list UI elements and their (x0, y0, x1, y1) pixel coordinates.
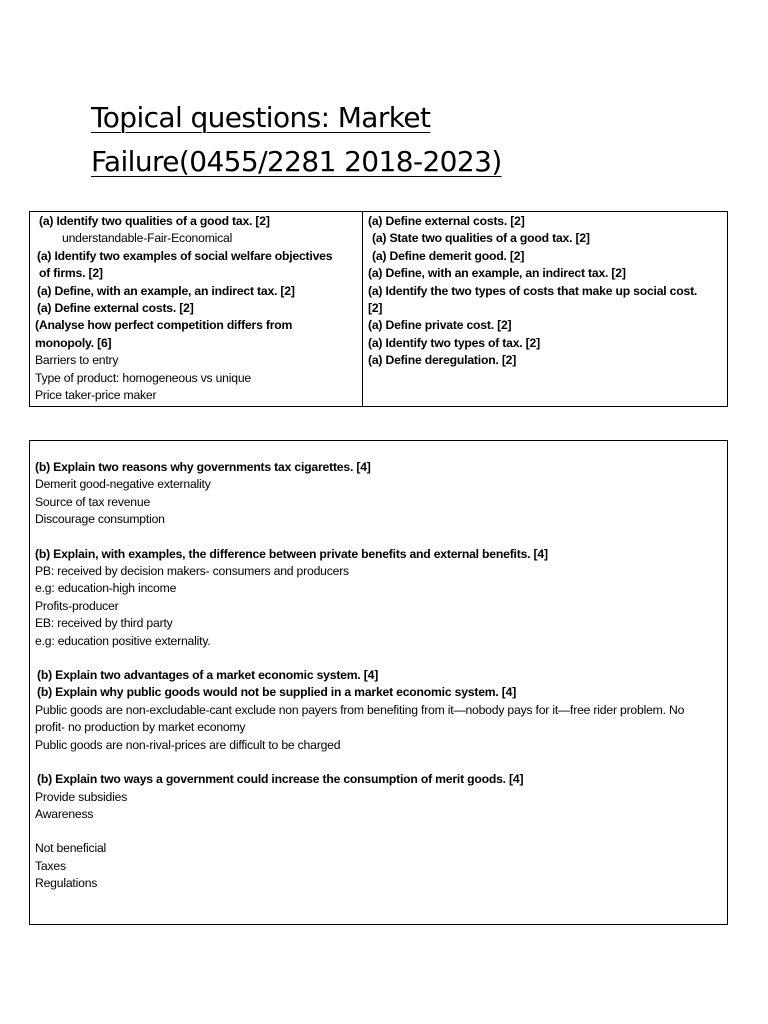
left-line-7: (Analyse how perfect competition differs from (35, 318, 293, 333)
question-merit-goods: (b) Explain two ways a government could increase the consumption of merit goods. [4] (37, 772, 524, 787)
question-private-external-benefits: (b) Explain, with examples, the difference between private benefits and external benefits. [4] (35, 546, 548, 561)
left-line-5: (a) Define, with an example, an indirect tax. [2] (37, 283, 295, 298)
answer-line: Awareness (35, 806, 94, 821)
right-line-2: (a) State two qualities of a good tax. [2] (372, 231, 590, 246)
left-line-4: of firms. [2] (39, 266, 103, 281)
explain-questions-box (29, 440, 728, 925)
page-title (91, 96, 651, 184)
answer-line: Provide subsidies (35, 789, 128, 804)
left-line-1: (a) Identify two qualities of a good tax. [2] (39, 214, 270, 228)
answer-line: Public goods are non-rival-prices are difficult to be charged (35, 737, 341, 752)
section-cigarette-tax (35, 459, 717, 529)
answer-line: e.g: education positive externality. (35, 633, 211, 648)
answer-paragraph: Public goods are non-excludable-cant exclude non payers from benefiting from it—nobody pays for it—free rider problem. No profit- no production by market economy (35, 702, 685, 735)
questions-table (29, 211, 728, 407)
questions-right-column (363, 212, 727, 406)
answer-line: PB: received by decision makers- consumers and producers (35, 564, 349, 579)
left-line-2: understandable-Fair-Economical (62, 231, 233, 246)
answer-line: Discourage consumption (35, 512, 165, 527)
answer-line: EB: received by third party (35, 616, 173, 631)
right-line-9: (a) Define deregulation. [2] (368, 353, 517, 368)
answer-line: Profits-producer (35, 598, 119, 613)
left-line-8: monopoly. [6] (35, 335, 112, 350)
right-line-4: (a) Define, with an example, an indirect tax. [2] (368, 266, 626, 281)
answer-line: Regulations (35, 876, 98, 891)
left-line-3: (a) Identify two examples of social welfare objectives (37, 248, 333, 263)
page-title-line-1: Topical questions: Market (91, 101, 431, 134)
left-line-10: Type of product: homogeneous vs unique (35, 370, 251, 385)
answer-line: Source of tax revenue (35, 494, 151, 509)
question-public-goods: (b) Explain why public goods would not be supplied in a market economic system. [4] (37, 685, 517, 700)
right-line-6: [2] (368, 301, 383, 316)
questions-left-column (30, 212, 363, 406)
left-line-11: Price taker-price maker (35, 388, 157, 403)
right-line-1: (a) Define external costs. [2] (368, 214, 525, 228)
question-market-advantages: (b) Explain two advantages of a market economic system. [4] (37, 668, 379, 683)
section-merit-goods (35, 771, 717, 892)
question-cigarette-tax: (b) Explain two reasons why governments tax cigarettes. [4] (35, 460, 371, 474)
section-private-external-benefits (35, 546, 717, 650)
right-line-3: (a) Define demerit good. [2] (372, 248, 525, 263)
answer-line: e.g: education-high income (35, 581, 177, 596)
answer-line: Demerit good-negative externality (35, 477, 211, 492)
right-line-7: (a) Define private cost. [2] (368, 318, 512, 333)
left-line-6: (a) Define external costs. [2] (37, 301, 194, 316)
section-market-system (35, 667, 717, 754)
page-title-line-2: Failure(0455/2281 2018-2023) (91, 145, 502, 178)
left-line-9: Barriers to entry (35, 353, 119, 368)
answer-line: Taxes (35, 858, 66, 873)
right-line-5: (a) Identify the two types of costs that make up social cost. (368, 283, 698, 298)
right-line-8: (a) Identify two types of tax. [2] (368, 335, 540, 350)
answer-line: Not beneficial (35, 841, 107, 856)
